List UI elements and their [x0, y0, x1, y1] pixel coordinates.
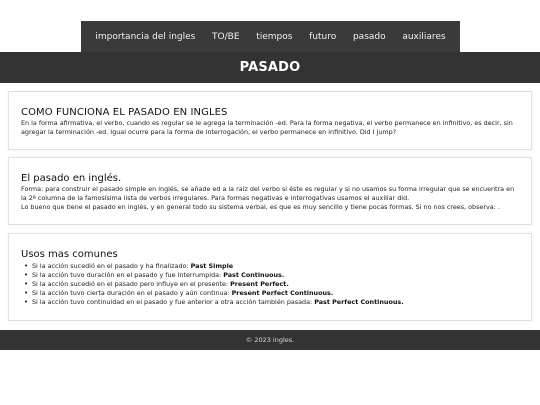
- section-body-paragraph: Forma: para construir el pasado simple en inglés, se añade ed a la raíz del verbo si éste es regular y si no usamos su forma irregular que se encuentra en la 2ª columna de la famosísima lista de verbos irregulares. Para formas negativas e interrogativas usamos el auxiliar did.: [21, 185, 515, 202]
- page-footer: [0, 330, 540, 350]
- section-usos-comunes: [8, 233, 532, 321]
- section-body-paragraph: Lo bueno que tiene el pasado en inglés, y en general todo su sistema verbal, es que es muy sencillo y tiene pocas formas. Si no nos crees, observa: .: [21, 203, 500, 211]
- list-item-text: Si la acción tuvo cierta duración en el pasado y aún continua:: [32, 289, 232, 298]
- usos-list: [21, 262, 519, 307]
- section-title: COMO FUNCIONA EL PASADO EN INGLES: [21, 107, 228, 118]
- nav-item-auxiliares[interactable]: auxiliares: [402, 31, 446, 42]
- section-title: Usos mas comunes: [21, 249, 118, 260]
- copyright-text: © 2023 ingles.: [245, 336, 295, 344]
- nav-item-tiempos[interactable]: tiempos: [256, 31, 293, 42]
- list-item: [23, 262, 519, 271]
- list-item-text: Si la acción sucedió en el pasado pero influye en el presente:: [32, 280, 231, 289]
- list-item: [23, 271, 519, 280]
- list-item-text: Si la acción tuvo continuidad en el pasado y fue anterior a otra acción también pasada:: [32, 298, 315, 307]
- nav-item-to-be[interactable]: TO/BE: [212, 31, 240, 42]
- nav-item-importancia[interactable]: importancia del ingles: [95, 31, 196, 42]
- main-nav: [81, 21, 460, 52]
- nav-item-pasado[interactable]: pasado: [352, 31, 386, 42]
- list-item-term: Present Perfect.: [230, 280, 289, 289]
- list-item: [23, 289, 519, 298]
- page-banner: [0, 52, 540, 83]
- list-item: [23, 298, 519, 307]
- list-item-text: Si la acción sucedió en el pasado y ha finalizado:: [32, 262, 191, 270]
- list-item: [23, 280, 519, 289]
- nav-item-futuro[interactable]: futuro: [309, 31, 337, 42]
- list-item-term: Past Perfect Continuous.: [314, 298, 404, 307]
- list-item-term: Past Simple: [190, 262, 234, 270]
- section-como-funciona: [8, 91, 532, 150]
- list-item-term: Past Continuous.: [223, 271, 285, 280]
- list-item-term: Present Perfect Continuous.: [231, 289, 334, 298]
- top-bar: [0, 0, 540, 42]
- list-item-text: Si la acción tuvo duración en el pasado y fue interrumpida:: [32, 271, 224, 280]
- section-pasado-en-ingles: [8, 157, 532, 225]
- page-title: PASADO: [239, 60, 301, 75]
- section-title: El pasado en inglés.: [21, 173, 122, 184]
- section-body: En la forma afirmativa, el verbo, cuando es regular se le agrega la terminación -ed. Para la forma negativa, el verbo permanece en infinitivo, es decir, sin agregar la terminación -ed. Igual ocurre para la forma de interrogación, el verbo permanece en infinitivo. Did I jump?: [21, 119, 513, 136]
